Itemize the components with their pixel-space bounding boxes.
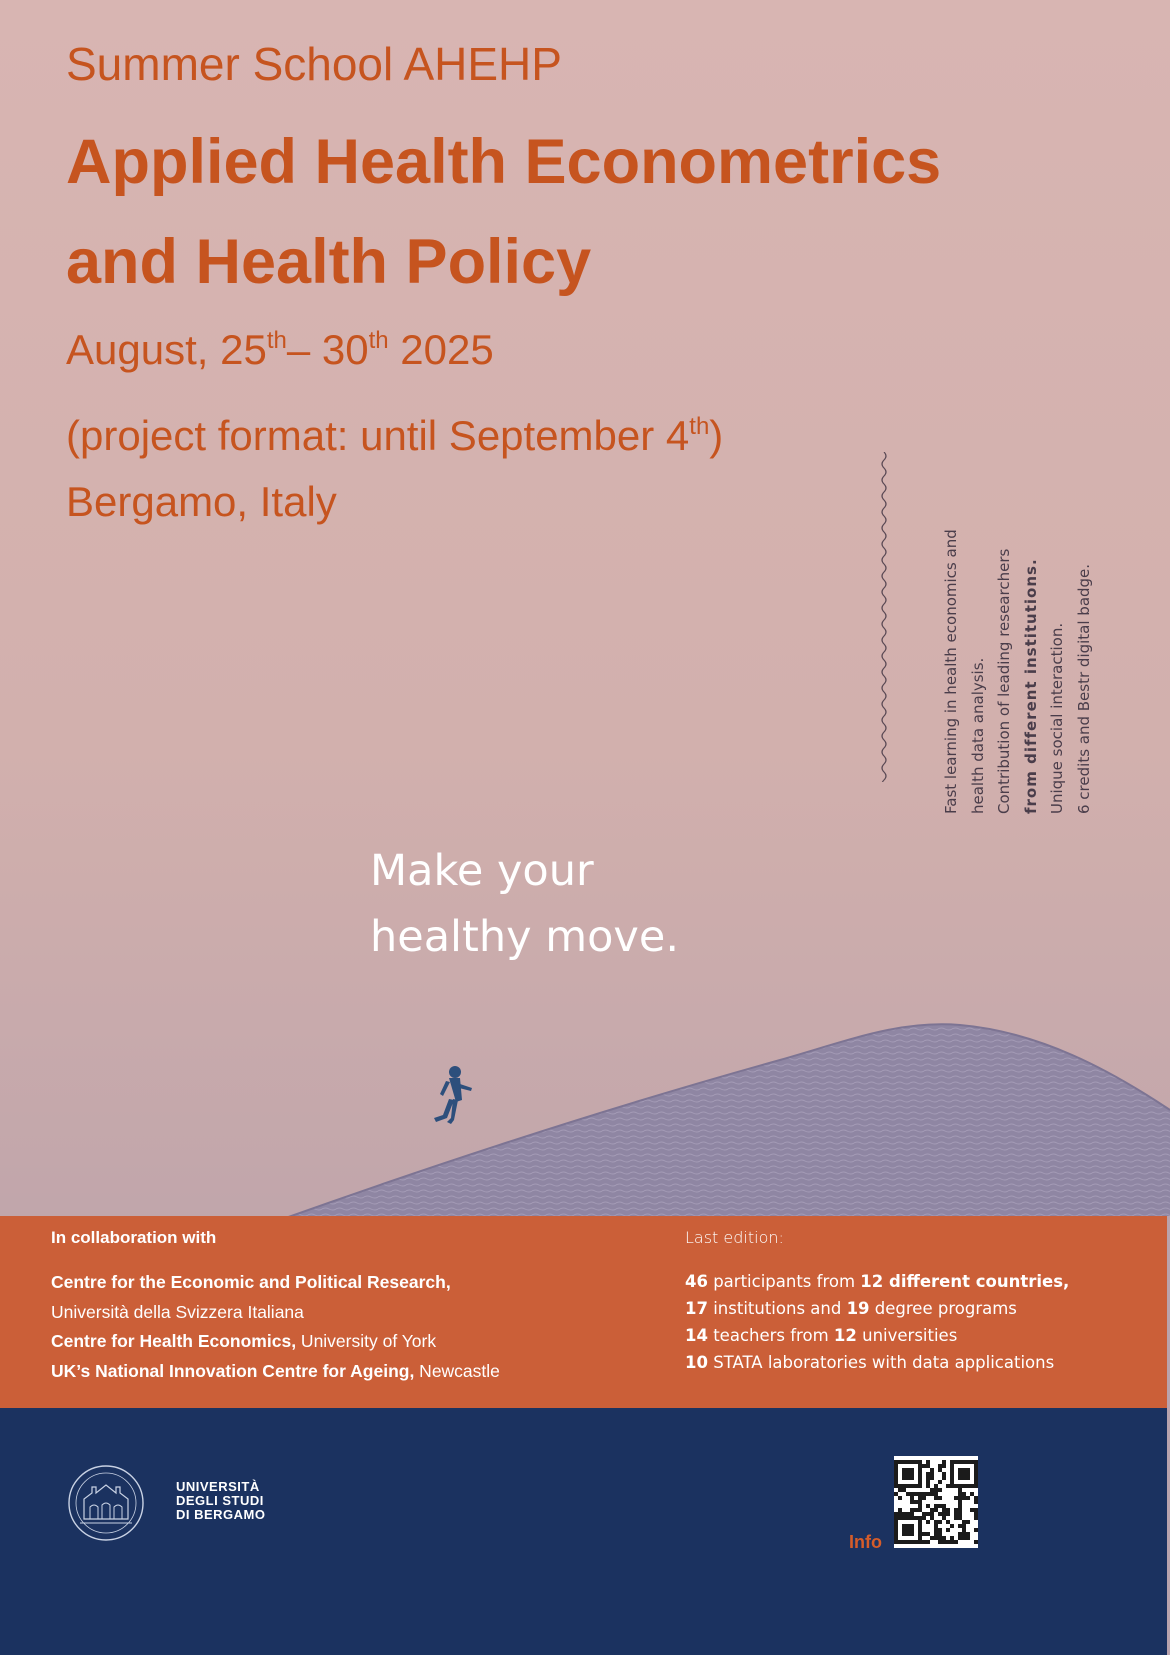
slogan-line-1: Make your — [370, 846, 594, 896]
event-subtitle: Summer School AHEHP — [66, 38, 562, 90]
feature-line: health data analysis. — [968, 657, 987, 814]
university-seal-icon — [66, 1463, 146, 1543]
slogan-line-2: healthy move. — [370, 912, 679, 962]
collaboration-band — [0, 1216, 1167, 1408]
stat-line: 14 teachers from 12 universities — [685, 1326, 958, 1345]
dates-start-suffix: th — [266, 327, 287, 354]
stat-line: 46 participants from 12 different countries, — [685, 1272, 1070, 1291]
qr-code-icon[interactable] — [894, 1456, 978, 1548]
title-line-1: Applied Health Econometrics — [66, 127, 942, 197]
event-title — [66, 112, 1126, 312]
university-name: UNIVERSITÀ DEGLI STUDI DI BERGAMO — [176, 1479, 266, 1522]
info-label[interactable]: Info — [849, 1532, 882, 1552]
feature-line: 6 credits and Bestr digital badge. — [1074, 563, 1093, 814]
slogan — [370, 838, 679, 970]
partner-line: Università della Svizzera Italiana — [51, 1301, 304, 1322]
partner-line: Centre for Health Economics, University of York — [51, 1331, 437, 1351]
feature-line: Fast learning in health economics and — [942, 529, 960, 814]
partner-line: Centre for the Economic and Political Research, — [51, 1272, 451, 1292]
dates-end: – 30 — [286, 326, 369, 373]
dates-end-suffix: th — [368, 327, 389, 354]
feature-line: Contribution of leading researchers — [995, 548, 1013, 814]
dates-year: 2025 — [388, 326, 494, 373]
footer — [0, 1408, 1167, 1655]
event-dates — [66, 322, 494, 378]
collaboration-heading: In collaboration with — [51, 1228, 217, 1247]
last-edition-heading: Last edition: — [685, 1228, 784, 1247]
runner-figure — [434, 1066, 472, 1124]
partners-list — [51, 1268, 500, 1386]
stat-line: 17 institutions and 19 degree programs — [685, 1299, 1017, 1318]
features-list — [938, 484, 1097, 814]
dates-start: August, 25 — [66, 326, 267, 373]
project-format — [66, 408, 723, 464]
last-edition-stats — [685, 1268, 1069, 1376]
event-location: Bergamo, Italy — [66, 478, 337, 525]
stat-line: 10 STATA laboratories with data applications — [685, 1353, 1055, 1372]
project-text: (project format: until September 4 — [66, 412, 690, 459]
title-line-2: and Health Policy — [66, 227, 592, 297]
wavy-divider — [872, 452, 896, 782]
hill-with-runner-illustration — [0, 960, 1170, 1220]
partner-line: UK’s National Innovation Centre for Ageing, Newcastle — [51, 1360, 500, 1381]
project-close: ) — [709, 412, 724, 459]
feature-line: from different institutions. — [1021, 558, 1040, 814]
project-suffix: th — [689, 413, 710, 440]
feature-line: Unique social interaction. — [1048, 622, 1066, 814]
